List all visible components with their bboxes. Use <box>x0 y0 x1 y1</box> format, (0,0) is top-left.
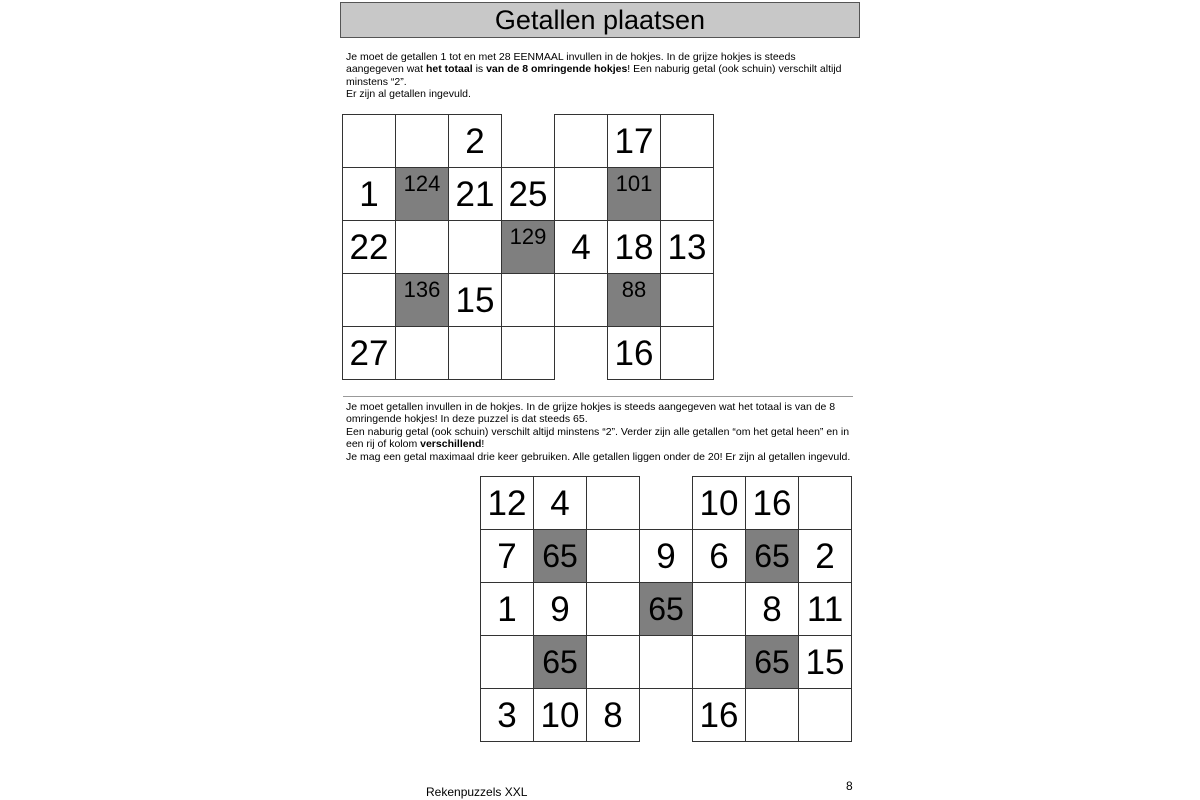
grid-sum-cell: 65 <box>746 636 799 689</box>
grid-given-cell: 22 <box>343 221 396 274</box>
instruction-text: ! <box>481 438 485 451</box>
grid-blank-cell[interactable] <box>799 477 852 530</box>
grid-row <box>481 583 852 636</box>
grid-blank-cell[interactable] <box>502 274 555 327</box>
grid-given-cell: 15 <box>449 274 502 327</box>
page-number: 8 <box>846 779 853 793</box>
grid-blank-cell[interactable] <box>343 115 396 168</box>
instruction-emphasis: het totaal <box>425 63 473 76</box>
footer-book-title: Rekenpuzzels XXL <box>426 785 528 799</box>
grid-blank-cell[interactable] <box>587 530 640 583</box>
grid-blank-cell[interactable] <box>746 689 799 742</box>
instruction-text: Je moet de getallen 1 tot en met 28 EENMAAL invullen in de hokjes. In de grijze hokjes is steeds aangegeven wat <box>346 51 796 76</box>
page-title: Getallen plaatsen <box>340 2 860 38</box>
grid-given-cell: 21 <box>449 168 502 221</box>
grid-blank-cell[interactable] <box>587 477 640 530</box>
grid-given-cell: 8 <box>587 689 640 742</box>
grid-given-cell: 9 <box>640 530 693 583</box>
instruction-text: Een naburig getal (ook schuin) verschilt altijd minstens “2”. Verder zijn alle getallen “om het getal heen” en in een rij of kolom <box>346 425 850 451</box>
grid-blank-cell[interactable] <box>396 327 449 380</box>
grid-gap <box>640 689 693 742</box>
grid-blank-cell[interactable] <box>661 327 714 380</box>
grid-row <box>481 530 852 583</box>
grid-given-cell: 9 <box>534 583 587 636</box>
grid-blank-cell[interactable] <box>449 327 502 380</box>
grid-sum-cell: 65 <box>746 530 799 583</box>
puzzle2-grid <box>480 476 852 742</box>
grid-row <box>343 168 714 221</box>
grid-sum-cell: 136 <box>396 274 449 327</box>
grid-gap <box>640 477 693 530</box>
grid-given-cell: 18 <box>608 221 661 274</box>
grid-given-cell: 8 <box>746 583 799 636</box>
grid-given-cell: 12 <box>481 477 534 530</box>
grid-given-cell: 16 <box>608 327 661 380</box>
grid-row <box>343 221 714 274</box>
grid-blank-cell[interactable] <box>587 583 640 636</box>
grid-gap <box>502 115 555 168</box>
grid-given-cell: 4 <box>534 477 587 530</box>
grid-given-cell: 2 <box>799 530 852 583</box>
grid-blank-cell[interactable] <box>343 274 396 327</box>
grid-blank-cell[interactable] <box>555 274 608 327</box>
instruction-text: Je moet getallen invullen in de hokjes. In de grijze hokjes is steeds aangegeven wat het totaal is van de 8 omringende hokjes! In deze puzzel is dat steeds 65. <box>346 401 836 426</box>
grid-blank-cell[interactable] <box>661 115 714 168</box>
grid-blank-cell[interactable] <box>799 689 852 742</box>
grid-given-cell: 2 <box>449 115 502 168</box>
grid-blank-cell[interactable] <box>555 168 608 221</box>
grid-blank-cell[interactable] <box>555 115 608 168</box>
grid-given-cell: 27 <box>343 327 396 380</box>
grid-given-cell: 17 <box>608 115 661 168</box>
grid-sum-cell: 88 <box>608 274 661 327</box>
instruction-emphasis: van de 8 omringende hokjes <box>486 63 628 76</box>
puzzle2-instructions <box>346 401 858 463</box>
grid-sum-cell: 124 <box>396 168 449 221</box>
grid-given-cell: 25 <box>502 168 555 221</box>
grid-given-cell: 10 <box>693 477 746 530</box>
instruction-emphasis: verschillend <box>420 438 482 451</box>
instruction-text: ! Een naburig getal (ook schuin) verschilt altijd minstens “2”. <box>346 63 842 88</box>
grid-given-cell: 11 <box>799 583 852 636</box>
grid-row <box>343 327 714 380</box>
grid-given-cell: 15 <box>799 636 852 689</box>
grid-given-cell: 16 <box>693 689 746 742</box>
grid-given-cell: 4 <box>555 221 608 274</box>
grid-blank-cell[interactable] <box>502 327 555 380</box>
grid-given-cell: 3 <box>481 689 534 742</box>
grid-sum-cell: 65 <box>640 583 693 636</box>
grid-blank-cell[interactable] <box>481 636 534 689</box>
grid-blank-cell[interactable] <box>640 636 693 689</box>
grid-sum-cell: 65 <box>534 636 587 689</box>
grid-blank-cell[interactable] <box>396 115 449 168</box>
grid-sum-cell: 65 <box>534 530 587 583</box>
grid-blank-cell[interactable] <box>661 274 714 327</box>
grid-blank-cell[interactable] <box>449 221 502 274</box>
grid-row <box>481 477 852 530</box>
puzzle1-instructions <box>346 51 856 101</box>
grid-given-cell: 6 <box>693 530 746 583</box>
instruction-text: Je mag een getal maximaal drie keer gebruiken. Alle getallen liggen onder de 20! Er zijn al getallen ingevuld. <box>346 450 851 463</box>
grid-gap <box>555 327 608 380</box>
grid-blank-cell[interactable] <box>396 221 449 274</box>
instruction-text: Er zijn al getallen ingevuld. <box>346 88 471 101</box>
grid-sum-cell: 101 <box>608 168 661 221</box>
section-divider <box>343 396 853 397</box>
grid-row <box>481 689 852 742</box>
grid-given-cell: 10 <box>534 689 587 742</box>
instruction-text: is <box>472 63 487 76</box>
grid-blank-cell[interactable] <box>661 168 714 221</box>
grid-given-cell: 16 <box>746 477 799 530</box>
grid-row <box>481 636 852 689</box>
grid-given-cell: 1 <box>481 583 534 636</box>
grid-blank-cell[interactable] <box>693 583 746 636</box>
grid-given-cell: 7 <box>481 530 534 583</box>
grid-sum-cell: 129 <box>502 221 555 274</box>
grid-row <box>343 115 714 168</box>
grid-row <box>343 274 714 327</box>
grid-blank-cell[interactable] <box>587 636 640 689</box>
puzzle1-grid <box>342 114 714 380</box>
grid-given-cell: 13 <box>661 221 714 274</box>
grid-blank-cell[interactable] <box>693 636 746 689</box>
grid-given-cell: 1 <box>343 168 396 221</box>
